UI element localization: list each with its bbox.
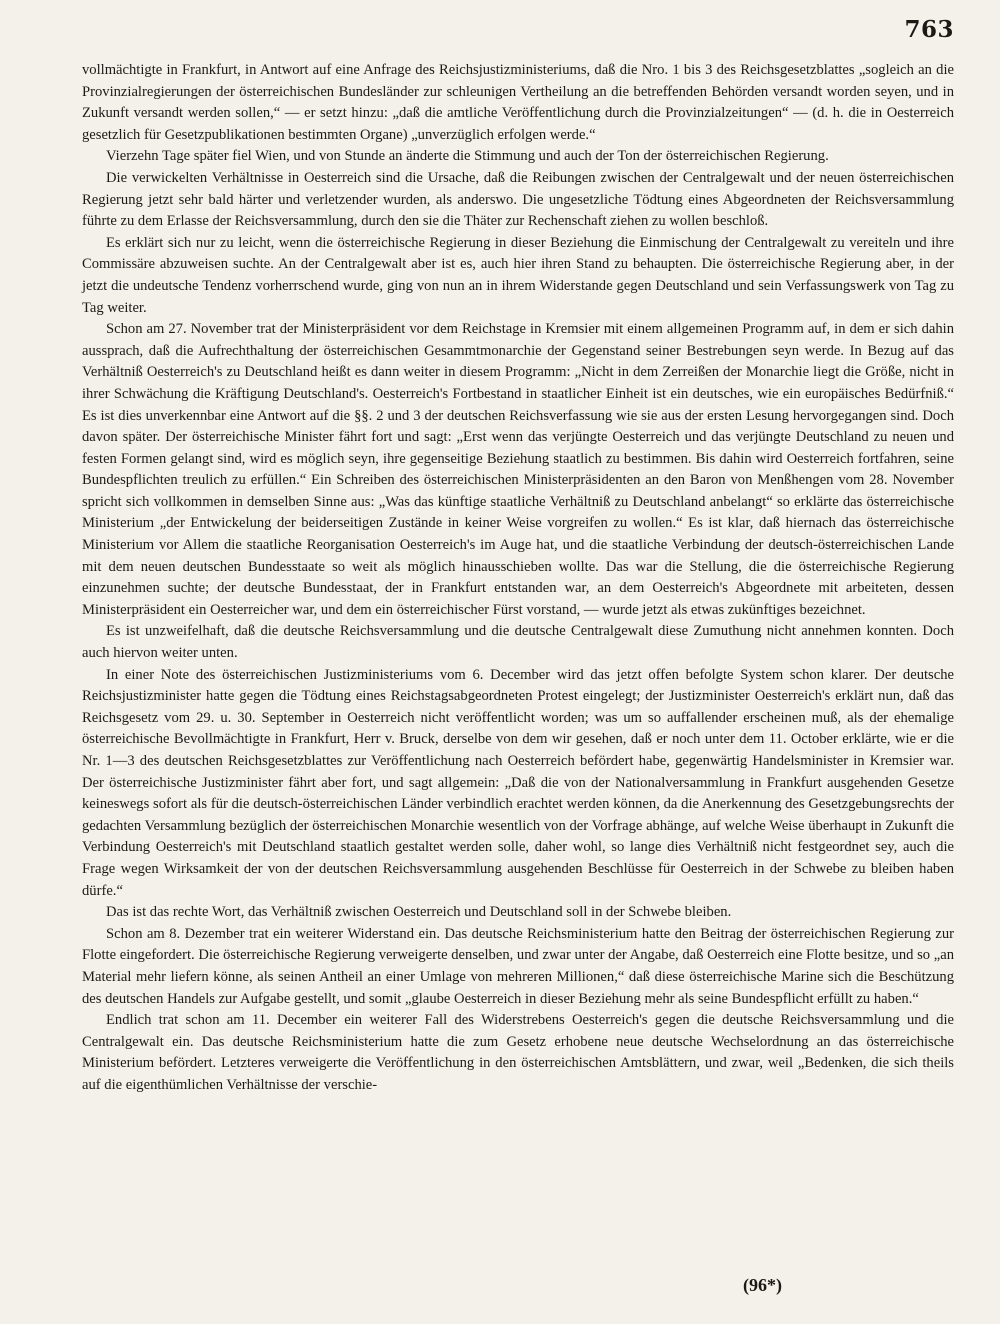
paragraph: Die verwickelten Verhältnisse in Oesterreich sind die Ursache, daß die Reibungen zwischen der Centralgewalt und der neuen österreichischen Regierung jetzt sehr bald härter und verletzender wurden, als anderswo. Die ungesetzliche Tödtung eines Abgeordneten der Reichsversammlung führte zu dem Erlasse der Reichsversammlung, durch den sie die Thäter zur Rechenschaft ziehen zu wollen beschloß.: [82, 169, 954, 230]
body-text: [82, 60, 954, 1097]
signature-mark: (96*): [743, 1275, 782, 1295]
paragraph: Vierzehn Tage später fiel Wien, und von Stunde an änderte die Stimmung und auch der Ton der österreichischen Regierung.: [106, 148, 829, 165]
paragraph: Endlich trat schon am 11. December ein weiterer Fall des Widerstrebens Oesterreich's gegen die deutsche Reichsversammlung und die Centralgewalt ein. Das deutsche Reichsministerium hatte die zum Gesetz erhobene neue deutsche Wechselordnung an das österreichische Ministerium befördert. Letzteres verweigerte die Veröffentlichung in den österreichischen Amtsblättern, und zwar, weil „Bedenken, die sich theils auf die eigenthümlichen Verhältnisse der verschie-: [82, 1012, 954, 1093]
paragraph: Das ist das rechte Wort, das Verhältniß zwischen Oesterreich und Deutschland soll in der Schwebe bleiben.: [106, 904, 732, 921]
paragraph: Es erklärt sich nur zu leicht, wenn die österreichische Regierung in dieser Beziehung die Einmischung der Centralgewalt zu vereiteln und ihre Commissäre abzuweisen suchte. An der Centralgewalt aber ist es, auch hier ihren Stand zu behaupten. Die österreichische Regierung aber, in der jetzt die undeutsche Tendenz vorherrschend wurde, ging von nun an in ihrem Widerstande gegen Deutschland und sein Verfassungswerk von Tag zu Tag weiter.: [82, 234, 954, 316]
page-number: 763: [904, 16, 954, 43]
paragraph: Es ist unzweifelhaft, daß die deutsche Reichsversammlung und die deutsche Centralgewalt diese Zumuthung nicht annehmen konnten. Doch auch hiervon weiter unten.: [82, 623, 954, 662]
paragraph: Schon am 8. Dezember trat ein weiterer Widerstand ein. Das deutsche Reichsministerium hatte den Beitrag der österreichischen Regierung zur Flotte eingefordert. Die österreichische Regierung verweigerte denselben, und zwar unter der Angabe, daß Oesterreich eine Flotte besitze, und so „an Material mehr liefern könne, als seinen Antheil an einer Umlage von mehreren Millionen,“ daß diese österreichische Marine sich die Beschützung des deutschen Handels zur Aufgabe gestellt, und somit „glaube Oesterreich in dieser Beziehung mehr als seine Bundespflicht erfüllt zu haben.“: [82, 925, 954, 1007]
paragraph: In einer Note des österreichischen Justizministeriums vom 6. December wird das jetzt offen befolgte System schon klarer. Der deutsche Reichsjustizminister hatte gegen die Tödtung eines Reichstagsabgeordneten Protest eingelegt; der Justizminister Oesterreich's erklärt nun, daß das Reichsgesetz vom 29. u. 30. September in Oesterreich nicht veröffentlicht worden; was um so auffallender erscheinen muß, als der ehemalige österreichische Bevollmächtigte in Frankfurt, Herr v. Bruck, derselbe von dem wir gesehen, daß er noch unter dem 11. October erklärte, wie er die Nr. 1—3 des deutschen Reichsgesetzblattes zur Veröffentlichung nach Oesterreich befördert habe, gegenwärtig Handelsminister in Kremsier war. Der österreichische Justizminister fährt aber fort, und sagt allgemein: „Daß die von der Nationalversammlung in Frankfurt ausgehenden Gesetze keineswegs sofort als für die deutsch-österreichischen Länder verbindlich erachtet werden können, da die Anerkennung des Gesetzgebungsrechts der gedachten Versammlung bezüglich der österreichischen Monarchie wesentlich von der Vorfrage abhänge, auf welche Weise überhaupt in Zukunft die Verbindung Oesterreich's mit Deutschland staatlich gestaltet werden solle, daher wohl, so lange dies Verhältniß nicht festgeordnet sey, auch die Frage wegen Wirksamkeit der von der deutschen Reichsversammlung ausgehenden Beschlüsse für Oesterreich in der Schwebe zu bleiben haben dürfe.“: [82, 666, 954, 899]
paragraph: vollmächtigte in Frankfurt, in Antwort auf eine Anfrage des Reichsjustizministeriums, daß die Nro. 1 bis 3 des Reichsgesetzblattes „sogleich an die Provinzialregierungen der österreichischen Bundesländer zur schleunigen Vertheilung an die betreffenden Behörden versandt worden seyen, und in Zukunft versandt werden sollen,“ — er setzt hinzu: „daß die amtliche Veröffentlichung durch die Provinzialzeitungen“ — (d. h. die in Oesterreich gesetzlich für Gesetzpublikationen bestimmten Organe) „unverzüglich erfolgen werde.“: [82, 62, 954, 143]
paragraph: Schon am 27. November trat der Ministerpräsident vor dem Reichstage in Kremsier mit einem allgemeinen Programm auf, in dem er sich dahin aussprach, daß die Aufrechthaltung der österreichischen Gesammtmonarchie der Gegenstand seiner Bestrebungen seyn werde. In Bezug auf das Verhältniß Oesterreich's zu Deutschland heißt es dann weiter in diesem Programm: „Nicht in dem Zerreißen der Monarchie liegt die Größe, nicht in ihrer Schwächung die Kräftigung Deutschland's. Oesterreich's Fortbestand in staatlicher Einheit ist ein deutsches, wie ein europäisches Bedürfniß.“ Es ist dies unverkennbar eine Antwort auf die §§. 2 und 3 der deutschen Reichsverfassung wie sie aus der ersten Lesung hervorgegangen sind. Doch davon später. Der österreichische Minister fährt fort und sagt: „Erst wenn das verjüngte Oesterreich und das verjüngte Deutschland zu neuen und festen Formen gelangt sind, wird es möglich seyn, ihre gegenseitige Beziehung staatlich zu bestimmen. Bis dahin wird Oesterreich fortfahren, seine Bundespflichten treulich zu erfüllen.“ Ein Schreiben des österreichischen Ministerpräsidenten an den Baron von Menßhengen vom 28. November spricht sich vollkommen in demselben Sinne aus: „Was das künftige staatliche Verhältniß zu Deutschland anbelangt“ so erklärte das österreichische Ministerium „der Entwickelung der beiderseitigen Zustände in keiner Weise vorgreifen zu wollen.“ Es ist klar, daß hiernach das österreichische Ministerium vor Allem die staatliche Reorganisation Oesterreich's im Auge hat, und die staatliche Verbindung der deutsch-österreichischen Lande mit dem neuen deutschen Bundesstaate so weit als möglich hinausschieben wollte. Das war die Stellung, die die österreichische Regierung einzunehmen suchte; der deutsche Bundesstaat, der in Frankfurt entstanden war, an dem Oesterreich's Abgeordnete mit arbeiteten, dessen Ministerpräsident ein Oesterreicher war, und dem ein österreichischer Fürst vorstand, — wurde jetzt als etwas zukünftiges bezeichnet.: [82, 321, 954, 618]
